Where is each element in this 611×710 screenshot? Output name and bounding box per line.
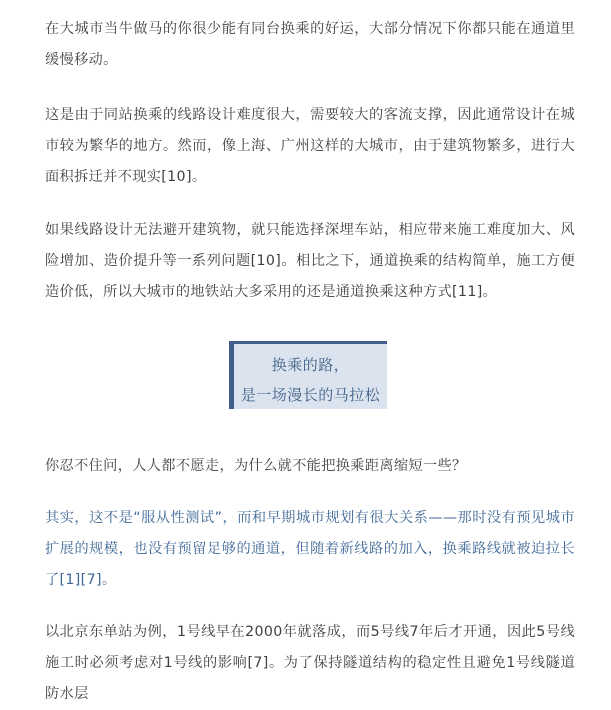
paragraph-dongdan-example: 以北京东单站为例，1号线早在2000年就落成，而5号线7年后才开通，因此5号线施工时必须考虑对1号线的影响[7]。为了保持隧道结构的稳定性且避免1号线隧道防水层 <box>45 624 575 702</box>
quote-line-2: 是一场漫长的马拉松 <box>240 386 381 404</box>
paragraph-deep-station: 如果线路设计无法避开建筑物，就只能选择深埋车站，相应带来施工难度加大、风险增加、造价提升等一系列问题[10]。相比之下，通道换乘的结构简单，施工方便造价低，所以大城市的地铁站大多采用的还是通道换乘这种方式[11]。 <box>45 222 575 300</box>
paragraph-design-difficulty: 这是由于同站换乘的线路设计难度很大，需要较大的客流支撑，因此通常设计在城市较为繁华的地方。然而，像上海、广州这样的大城市，由于建筑物繁多，进行大面积拆迁并不现实[10]。 <box>45 107 575 185</box>
quote-line-1: 换乘的路， <box>271 356 350 374</box>
article-body <box>45 14 575 710</box>
section-heading-wrapper <box>45 341 575 411</box>
section-heading-quote <box>229 341 387 409</box>
paragraph-question: 你忍不住问，人人都不愿走，为什么就不能把换乘距离缩短一些？ <box>45 458 467 474</box>
paragraph-highlight: 其实，这不是“服从性测试”，而和早期城市规划有很大关系——那时没有预见城市扩展的规模，也没有预留足够的通道，但随着新线路的加入，换乘路线就被迫拉长了[1][7]。 <box>45 510 575 588</box>
paragraph-transfer-luck: 在大城市当牛做马的你很少能有同台换乘的好运，大部分情况下你都只能在通道里缓慢移动。 <box>45 21 575 68</box>
